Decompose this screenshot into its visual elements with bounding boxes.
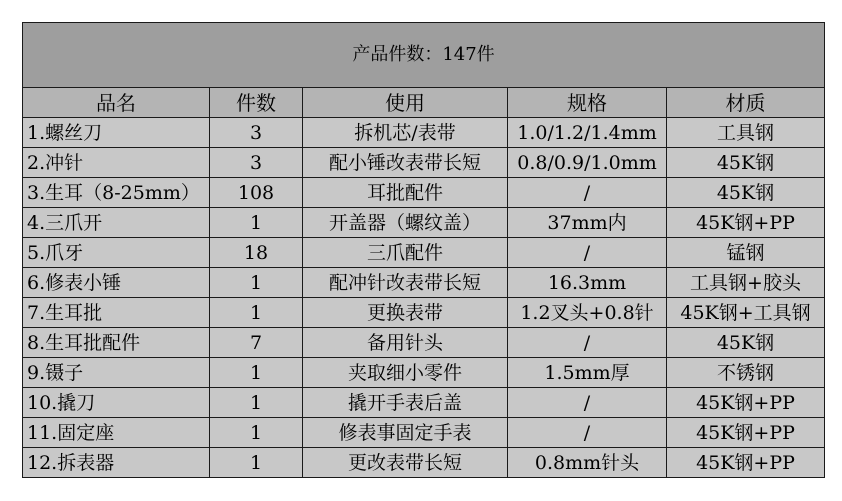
material-cell: 45K钢+工具钢 <box>667 298 825 328</box>
table-row <box>23 418 825 448</box>
quantity-cell: 7 <box>210 328 303 358</box>
product-table <box>22 22 825 478</box>
spec-cell: / <box>508 418 667 448</box>
material-cell: 45K钢+PP <box>667 418 825 448</box>
table-row <box>23 118 825 148</box>
table-row <box>23 448 825 478</box>
item-name-cell: 4.三爪开 <box>23 208 210 238</box>
spec-cell: 16.3mm <box>508 268 667 298</box>
quantity-cell: 1 <box>210 358 303 388</box>
item-name-cell: 1.螺丝刀 <box>23 118 210 148</box>
material-cell: 45K钢 <box>667 178 825 208</box>
material-cell: 不锈钢 <box>667 358 825 388</box>
header-row <box>23 88 825 118</box>
quantity-cell: 3 <box>210 148 303 178</box>
spec-cell: / <box>508 388 667 418</box>
quantity-cell: 1 <box>210 208 303 238</box>
spec-cell: 37mm内 <box>508 208 667 238</box>
usage-cell: 耳批配件 <box>303 178 508 208</box>
material-cell: 45K钢+PP <box>667 388 825 418</box>
quantity-cell: 1 <box>210 388 303 418</box>
usage-cell: 三爪配件 <box>303 238 508 268</box>
table-row <box>23 178 825 208</box>
spec-cell: / <box>508 328 667 358</box>
item-name-cell: 12.拆表器 <box>23 448 210 478</box>
material-cell: 45K钢 <box>667 328 825 358</box>
usage-cell: 修表事固定手表 <box>303 418 508 448</box>
quantity-cell: 1 <box>210 268 303 298</box>
usage-cell: 拆机芯/表带 <box>303 118 508 148</box>
material-cell: 工具钢 <box>667 118 825 148</box>
material-cell: 锰钢 <box>667 238 825 268</box>
usage-cell: 开盖器（螺纹盖） <box>303 208 508 238</box>
quantity-cell: 1 <box>210 448 303 478</box>
table-title: 产品件数：147件 <box>23 23 825 88</box>
table-row <box>23 238 825 268</box>
item-name-cell: 10.撬刀 <box>23 388 210 418</box>
table-row <box>23 208 825 238</box>
table-row <box>23 328 825 358</box>
header-usage: 使用 <box>303 88 508 118</box>
item-name-cell: 9.镊子 <box>23 358 210 388</box>
usage-cell: 撬开手表后盖 <box>303 388 508 418</box>
table-row <box>23 358 825 388</box>
item-name-cell: 2.冲针 <box>23 148 210 178</box>
quantity-cell: 3 <box>210 118 303 148</box>
spec-cell: 0.8/0.9/1.0mm <box>508 148 667 178</box>
quantity-cell: 18 <box>210 238 303 268</box>
spec-cell: 1.5mm厚 <box>508 358 667 388</box>
table-body <box>23 118 825 478</box>
table-row <box>23 148 825 178</box>
header-name: 品名 <box>23 88 210 118</box>
usage-cell: 更换表带 <box>303 298 508 328</box>
spec-cell: 0.8mm针头 <box>508 448 667 478</box>
usage-cell: 夹取细小零件 <box>303 358 508 388</box>
product-spec-sheet <box>22 22 824 478</box>
usage-cell: 配冲针改表带长短 <box>303 268 508 298</box>
header-spec: 规格 <box>508 88 667 118</box>
item-name-cell: 3.生耳（8-25mm） <box>23 178 210 208</box>
spec-cell: 1.0/1.2/1.4mm <box>508 118 667 148</box>
title-row <box>23 23 825 88</box>
item-name-cell: 11.固定座 <box>23 418 210 448</box>
item-name-cell: 5.爪牙 <box>23 238 210 268</box>
spec-cell: 1.2叉头+0.8针 <box>508 298 667 328</box>
table-row <box>23 388 825 418</box>
item-name-cell: 7.生耳批 <box>23 298 210 328</box>
spec-cell: / <box>508 178 667 208</box>
item-name-cell: 8.生耳批配件 <box>23 328 210 358</box>
header-quantity: 件数 <box>210 88 303 118</box>
table-row <box>23 298 825 328</box>
usage-cell: 备用针头 <box>303 328 508 358</box>
usage-cell: 配小锤改表带长短 <box>303 148 508 178</box>
quantity-cell: 1 <box>210 298 303 328</box>
item-name-cell: 6.修表小锤 <box>23 268 210 298</box>
material-cell: 45K钢 <box>667 148 825 178</box>
quantity-cell: 108 <box>210 178 303 208</box>
material-cell: 工具钢+胶头 <box>667 268 825 298</box>
material-cell: 45K钢+PP <box>667 208 825 238</box>
table-row <box>23 268 825 298</box>
quantity-cell: 1 <box>210 418 303 448</box>
material-cell: 45K钢+PP <box>667 448 825 478</box>
header-material: 材质 <box>667 88 825 118</box>
usage-cell: 更改表带长短 <box>303 448 508 478</box>
spec-cell: / <box>508 238 667 268</box>
